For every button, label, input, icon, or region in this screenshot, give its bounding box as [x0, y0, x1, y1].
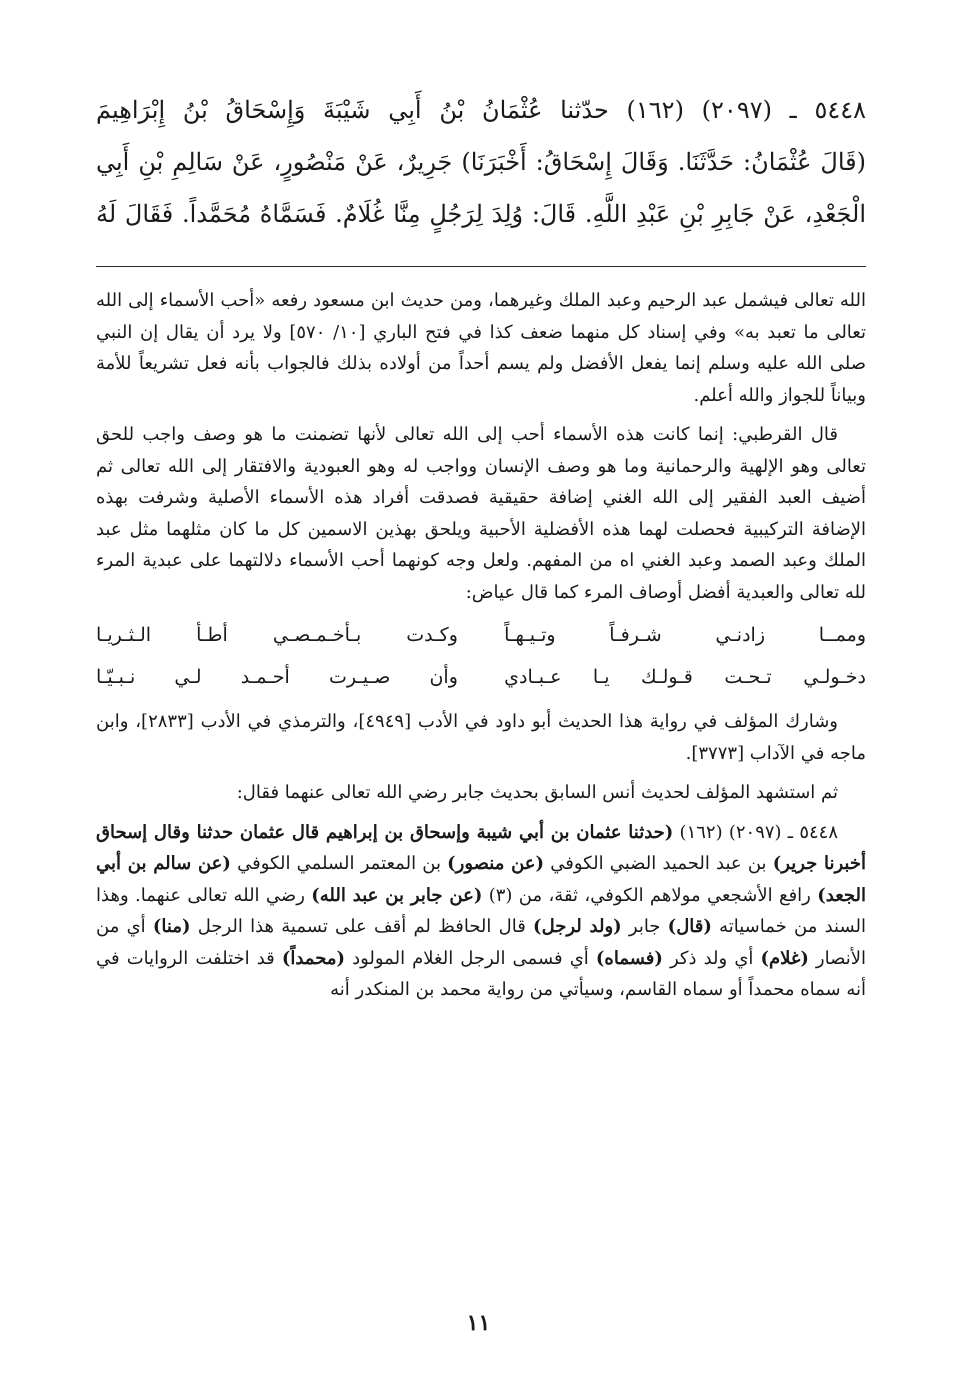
poem-verse-1	[96, 614, 866, 656]
p5-bold-5: (قال)	[667, 916, 712, 937]
p5-bold-7: (منا)	[152, 916, 191, 937]
page	[96, 84, 866, 1374]
p5-bold-3: (عن سالم بن أبي الجعد)	[96, 853, 866, 906]
poem	[96, 614, 866, 698]
p5-bold-9: (فسماه)	[595, 947, 663, 969]
commentary-paragraph-4: ثم استشهد المؤلف لحديث أنس السابق بحديث جابر رضي الله تعالى عنهما فقال:	[236, 782, 838, 803]
commentary-paragraph-1: الله تعالى فيشمل عبد الرحيم وعبد الملك وغيرهما، ومن حديث ابن مسعود رفعه «أحب الأسماء إلى الله تعالى ما تعبد به» وفي إسناد كل منهما ضعف كذا في فتح الباري [١٠/ ٥٧٠] ولا يرد أن يقال إن النبي صلى الله عليه وسلم إنما يفعل الأفضل ولم يسم أحداً من أولاده بذلك فالجواب بأنه فعل تشريعاً للأمة وبياناً للجواز والله أعلم.	[96, 290, 866, 406]
p5-bold-6: (ولد لرجل)	[533, 916, 622, 937]
p5-bold-1: (حدثنا عثمان بن أبي شيبة وإسحاق بن إبراهيم قال عثمان حدثنا وقال إسحاق أخبرنا جرير)	[96, 821, 866, 874]
p5-bold-10: (محمداً)	[281, 947, 345, 969]
divider-line	[96, 266, 866, 267]
poem-verse-1-first: وممــا زادنـي شـرفـاً وتـيـهـاً	[504, 624, 866, 646]
p5-seg-6: جابر	[621, 916, 668, 937]
p5-bold-4: (عن جابر بن عبد الله)	[311, 884, 483, 906]
p5-seg-3: بن المعتمر السلمي الكوفي	[230, 853, 448, 874]
poem-verse-2-first: دخـولـي تـحـت قـولـك يـا عـبـادي	[504, 666, 866, 688]
hadith-line-1: ٥٤٤٨ ـ (٢٠٩٧) (١٦٢) حدّثنا عُثْمَانُ بْنُ أَبِي شَيْبَةَ وَإِسْحَاقُ بْنُ إِبْرَاهِيمَ	[96, 96, 867, 124]
commentary-paragraph-2: قال القرطبي: إنما كانت هذه الأسماء أحب إلى الله تعالى لأنها تضمنت ما هو وصف واجب للحق تعالى وهو الإلهية والرحمانية وما هو وصف الإنسان وواجب له وهو العبودية والافتقار إلى الله تعالى ثم أضيف العبد الفقير إلى الله الغني إضافة حقيقية فصدقت أفراد هذه الأسماء الأصلية وشرفت بهذه الإضافة التركيبية فحصلت لهما هذه الأفضلية الأحبية ويلحق بهذين الاسمين كل ما كان مثلهما مثل عبد الملك وعبد الصمد وعبد الغني اه من المفهم. ولعل وجه كونهما أحب الأسماء دلالتهما على عبدية المرء لله تعالى والعبدية أفضل أوصاف المرء كما قال عياض:	[96, 424, 866, 603]
p5-seg-10: أي فسمى الرجل الغلام المولود	[345, 947, 596, 969]
hadith-line-2: (قَالَ عُثْمَانُ: حَدَّثَنَا. وَقَالَ إِسْحَاقُ: أَخْبَرَنَا) جَرِيرٌ، عَنْ مَنْصُورٍ، عَنْ سَالِمِ بْنِ أَبِي	[96, 148, 866, 176]
commentary-block	[96, 285, 866, 1006]
poem-verse-1-second: وكـدت بـأخـمـصـي أطـأ الـثـريـا	[96, 624, 458, 646]
p5-seg-1: ٥٤٤٨ ـ (٢٠٩٧) (١٦٢)	[673, 821, 838, 843]
p5-seg-2: بن عبد الحميد الضبي الكوفي	[544, 853, 773, 874]
p5-seg-9: أي ولد ذكر	[662, 947, 761, 969]
commentary-paragraph-3: وشارك المؤلف في رواية هذا الحديث أبو داود في الأدب [٤٩٤٩]، والترمذي في الأدب [٢٨٣٣]، وابن ماجه في الآداب [٣٧٧٣].	[96, 711, 866, 764]
commentary-paragraph-5	[96, 817, 866, 1006]
p5-bold-8: (غلام)	[760, 947, 809, 969]
poem-verse-2-second: وأن صـيـرت أحـمـد لـي نـبـيّـا	[96, 666, 458, 688]
p5-seg-5: رضي الله تعالى عنهما. وهذا السند من خماسياته	[96, 884, 866, 937]
page-number: ١١	[466, 1310, 491, 1336]
p5-seg-11: قد اختلفت الروايات في أنه سماه محمداً أو سماه القاسم، وسيأتي من رواية محمد بن المنكدر أنه	[96, 947, 866, 1000]
hadith-line-3: الْجَعْدِ، عَنْ جَابِرِ بْنِ عَبْدِ اللَّهِ. قَالَ: وُلِدَ لِرَجُلٍ مِنَّا غُلَامٌ. فَسَمَّاهُ مُحَمَّداً. فَقَالَ لَهُ	[96, 200, 866, 228]
p5-seg-8: أي من الأنصار	[96, 916, 866, 969]
hadith-text-block	[96, 84, 866, 240]
p5-seg-7: قال الحافظ لم أقف على تسمية هذا الرجل	[190, 916, 534, 937]
poem-verse-2	[96, 656, 866, 698]
p5-bold-2: (عن منصور)	[447, 853, 545, 874]
p5-seg-4: رافع الأشجعي مولاهم الكوفي، ثقة، من (٣)	[482, 884, 818, 906]
